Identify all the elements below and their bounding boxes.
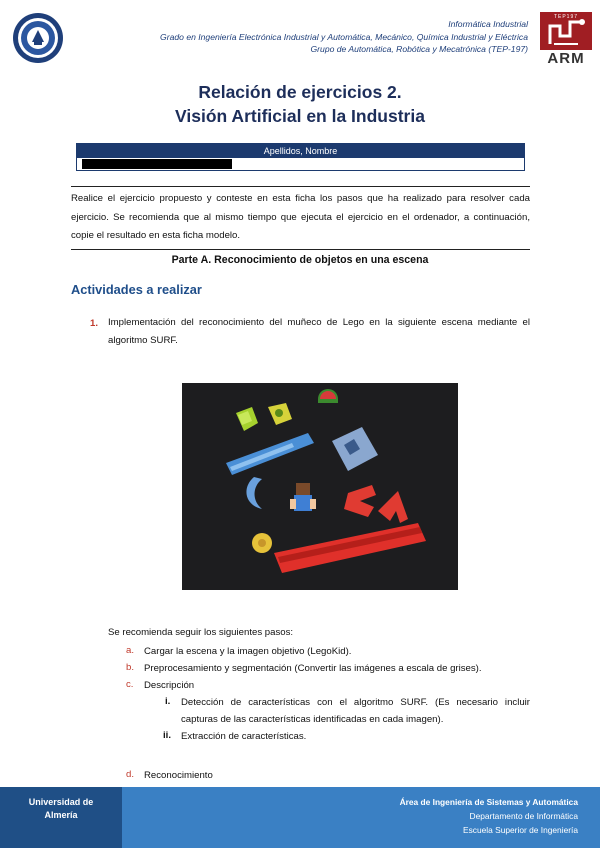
step-c-marker: c. (126, 679, 134, 690)
step-cii: Extracción de características. (181, 731, 307, 742)
step-b: Preprocesamiento y segmentación (Convertir las imágenes a escala de grises). (144, 663, 482, 674)
step-d-marker: d. (126, 769, 135, 780)
footer-department: Departamento de Informática (469, 811, 578, 821)
item-number: 1. (90, 318, 99, 329)
instructions-text: Realice el ejercicio propuesto y conteste en esta ficha los pasos que ha realizado para resolver cada ejercicio. Se recomienda que al mismo tiempo que ejecuta el ejercicio en el ordenador, a continuación, copie el resultado en esta ficha modelo. (71, 186, 530, 250)
scene-photo (182, 383, 458, 590)
step-c: Descripción (144, 680, 195, 691)
arm-logo-top-text: TEP197 (553, 14, 579, 20)
page-title-line1: Relación de ejercicios 2. (198, 82, 402, 102)
redacted-name (82, 159, 232, 169)
header-course: Informática Industrial (448, 19, 528, 29)
step-a: Cargar la escena y la imagen objetivo (LegoKid). (144, 646, 352, 657)
footer-university-line2: Almería (44, 810, 78, 820)
name-field-label: Apellidos, Nombre (77, 144, 524, 158)
arm-logo-text: ARM (547, 50, 585, 67)
header-group: Grupo de Automática, Robótica y Mecatrónica (TEP-197) (310, 44, 528, 54)
footer-right (400, 795, 578, 837)
university-seal-logo (12, 12, 64, 64)
step-ci: Detección de características con el algoritmo SURF. (Es necesario incluir capturas de las características identificadas en cada imagen). (181, 697, 530, 725)
footer-area: Área de Ingeniería de Sistemas y Automática (399, 797, 578, 807)
page-title-line2: Visión Artificial en la Industria (175, 106, 425, 126)
section-title: Actividades a realizar (71, 282, 202, 297)
step-cii-marker: ii. (163, 730, 171, 741)
step-a-marker: a. (126, 645, 135, 656)
footer-school: Escuela Superior de Ingeniería (463, 825, 578, 835)
name-field-box (76, 143, 525, 171)
footer-university (0, 787, 122, 848)
steps-intro: Se recomienda seguir los siguientes pasos: (108, 627, 294, 638)
arm-logo (540, 12, 592, 67)
item-text: Implementación del reconocimiento del muñeco de Lego en la siguiente escena mediante el algoritmo SURF. (108, 317, 530, 346)
step-d: Reconocimiento (144, 770, 213, 781)
header-info (160, 18, 528, 56)
step-ci-marker: i. (165, 696, 171, 707)
step-b-marker: b. (126, 662, 135, 673)
part-title: Parte A. Reconocimiento de objetos en una escena (171, 254, 429, 266)
header-degree: Grado en Ingeniería Electrónica Industrial y Automática, Mecánico, Química Industrial y Eléctrica (160, 31, 528, 42)
footer-university-line1: Universidad de (28, 797, 94, 807)
